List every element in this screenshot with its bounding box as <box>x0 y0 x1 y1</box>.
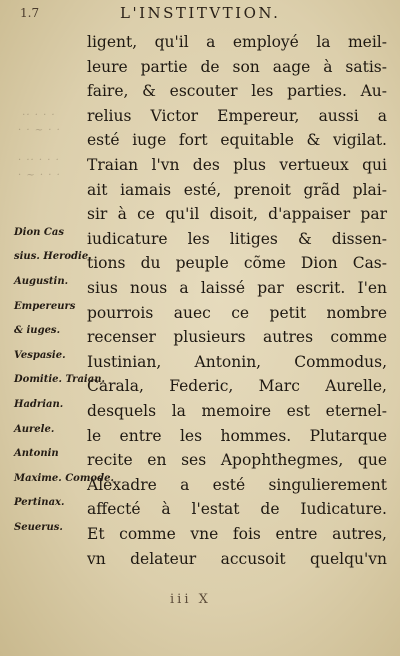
text-line <box>0 178 400 203</box>
line-text: recenser plusieurs autres comme <box>87 328 387 347</box>
text-line <box>0 374 400 399</box>
signature-mark: iii X <box>170 592 211 607</box>
corner-mark: 1.7 <box>20 6 40 20</box>
line-text: Carala, Federic, Marc Aurelle, <box>87 377 387 396</box>
line-text: Et comme vne fois entre autres, <box>87 525 387 543</box>
text-line <box>0 448 400 473</box>
margin-note: sius. Herodie. <box>14 251 92 263</box>
text-line <box>0 227 400 252</box>
text-line <box>0 301 400 326</box>
line-text: iudicature les litiges & dissen- <box>87 229 387 248</box>
text-line <box>0 276 400 301</box>
line-text: relius Victor Empereur, aussi a <box>87 106 387 125</box>
text-line <box>0 547 400 572</box>
margin-note: Seuerus. <box>14 522 63 533</box>
text-line <box>0 55 400 80</box>
line-text: sius nous a laissé par escrit. I'en <box>87 279 387 297</box>
show-through-bleed: ·· · · · · · ~ · · · ·· · · · · ~ · · · <box>18 110 61 181</box>
running-head: L'INSTITVTION. <box>120 4 281 22</box>
line-text: desquels la memoire est eternel- <box>87 402 387 420</box>
margin-note: Empereurs <box>14 300 76 312</box>
line-text: affecté à l'estat de Iudicature. <box>87 500 387 519</box>
text-line <box>0 30 400 55</box>
text-line <box>0 424 400 449</box>
margin-note: Vespasie. <box>14 349 66 361</box>
margin-note: & iuges. <box>14 325 61 337</box>
line-text: Iustinian, Antonin, Commodus, <box>87 352 387 371</box>
line-text: pourrois auec ce petit nombre <box>87 303 387 322</box>
line-text: esté iuge fort equitable & vigilat. <box>87 131 387 150</box>
text-line <box>0 522 400 547</box>
line-text: le entre les hommes. Plutarque <box>87 426 387 445</box>
text-line <box>0 497 400 522</box>
margin-note: Maxime. Comode. <box>14 472 114 484</box>
line-text: ligent, qu'il a employé la meil- <box>87 33 387 51</box>
text-line <box>0 202 400 227</box>
text-line <box>0 153 400 178</box>
line-text: recite en ses Apophthegmes, que <box>87 451 387 470</box>
margin-note: Pertinax. <box>14 497 65 509</box>
text-line <box>0 325 400 350</box>
margin-note: Antonin <box>14 448 59 460</box>
line-text: ait iamais esté, prenoit grãd plai- <box>87 180 387 199</box>
line-text: vn delateur accusoit quelqu'vn <box>87 549 387 568</box>
line-text: faire, & escouter les parties. Au- <box>87 82 387 101</box>
text-line <box>0 473 400 498</box>
line-text: tions du peuple cõme Dion Cas- <box>87 254 387 273</box>
margin-note: Augustin. <box>14 276 69 287</box>
text-line <box>0 251 400 276</box>
margin-note: Dion Cas <box>14 226 64 238</box>
line-text: Alexadre a esté singulierement <box>87 475 387 494</box>
margin-note: Hadrian. <box>14 399 64 410</box>
text-line <box>0 399 400 424</box>
line-text: Traian l'vn des plus vertueux qui <box>87 156 387 174</box>
text-line <box>0 128 400 153</box>
margin-note: Domitie. Traian. <box>14 374 105 386</box>
margin-note: Aurele. <box>14 423 55 435</box>
text-line <box>0 104 400 129</box>
text-line <box>0 350 400 375</box>
text-line <box>0 79 400 104</box>
line-text: sir à ce qu'il disoit, d'appaiser par <box>87 205 387 224</box>
line-text: leure partie de son aage à satis- <box>87 57 387 76</box>
